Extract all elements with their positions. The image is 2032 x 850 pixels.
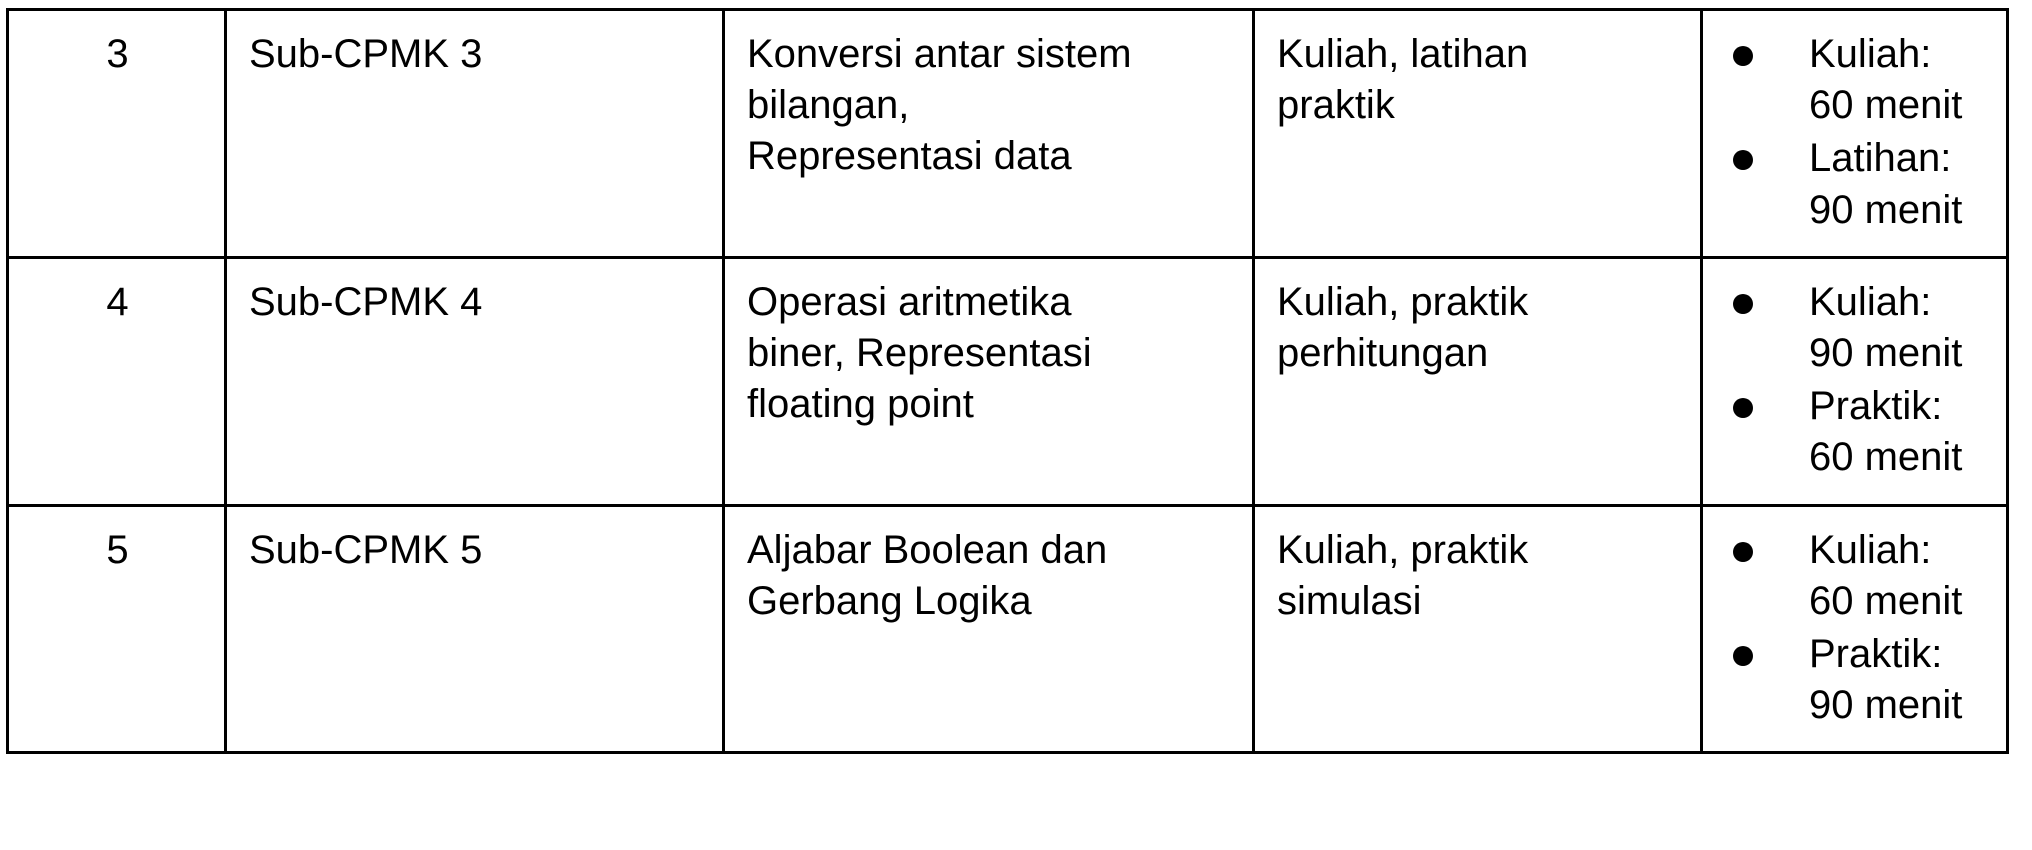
method-cell bbox=[1254, 10, 1702, 258]
list-item bbox=[1725, 277, 1986, 379]
material-line: Representasi data bbox=[747, 134, 1072, 179]
bullet-icon bbox=[1733, 277, 1757, 301]
document-page bbox=[0, 8, 2032, 850]
bullet-icon bbox=[1733, 525, 1757, 549]
subcpmk-code: Sub-CPMK 3 bbox=[249, 32, 483, 76]
list-item bbox=[1725, 133, 1986, 235]
time-list bbox=[1725, 525, 1986, 732]
course-plan-table bbox=[6, 8, 2009, 754]
method-line: Kuliah, praktik bbox=[1277, 527, 1529, 572]
list-item bbox=[1725, 381, 1986, 483]
material-line: Gerbang Logika bbox=[747, 578, 1032, 623]
row-number-cell bbox=[8, 257, 226, 505]
table-row bbox=[8, 257, 2008, 505]
time-label: Kuliah: bbox=[1809, 527, 1932, 572]
bullet-icon bbox=[1733, 629, 1757, 653]
time-estimate-cell bbox=[1702, 10, 2008, 258]
material-cell bbox=[724, 10, 1254, 258]
table-row bbox=[8, 10, 2008, 258]
method-line: Kuliah, latihan bbox=[1277, 32, 1529, 76]
material-cell bbox=[724, 505, 1254, 753]
time-list bbox=[1725, 277, 1986, 484]
time-value: 90 menit bbox=[1809, 187, 1963, 232]
material-line: Konversi antar sistem bbox=[747, 32, 1132, 76]
bullet-icon bbox=[1733, 29, 1757, 53]
time-estimate-cell bbox=[1702, 505, 2008, 753]
list-item bbox=[1725, 525, 1986, 627]
method-line: Kuliah, praktik bbox=[1277, 279, 1529, 324]
row-number: 5 bbox=[106, 527, 129, 572]
time-value: 60 menit bbox=[1809, 578, 1963, 623]
material-line: biner, Representasi bbox=[747, 330, 1092, 375]
row-number: 4 bbox=[106, 279, 129, 324]
material-cell bbox=[724, 257, 1254, 505]
time-list bbox=[1725, 29, 1986, 236]
subcpmk-code: Sub-CPMK 4 bbox=[249, 279, 483, 324]
list-item bbox=[1725, 629, 1986, 731]
material-line: Operasi aritmetika bbox=[747, 279, 1072, 324]
time-value: 90 menit bbox=[1809, 330, 1963, 375]
time-label: Praktik: bbox=[1809, 384, 1943, 429]
bullet-icon bbox=[1733, 133, 1757, 157]
row-number: 3 bbox=[106, 32, 129, 76]
subcpmk-code-cell bbox=[226, 505, 724, 753]
material-line: bilangan, bbox=[747, 83, 910, 128]
time-value: 60 menit bbox=[1809, 83, 1963, 128]
subcpmk-code: Sub-CPMK 5 bbox=[249, 527, 483, 572]
method-line: perhitungan bbox=[1277, 330, 1489, 375]
material-line: Aljabar Boolean dan bbox=[747, 527, 1108, 572]
time-label: Kuliah: bbox=[1809, 32, 1932, 76]
time-estimate-cell bbox=[1702, 257, 2008, 505]
subcpmk-code-cell bbox=[226, 257, 724, 505]
time-value: 60 menit bbox=[1809, 435, 1963, 480]
row-number-cell bbox=[8, 505, 226, 753]
method-line: praktik bbox=[1277, 83, 1395, 128]
time-label: Praktik: bbox=[1809, 631, 1943, 676]
method-cell bbox=[1254, 505, 1702, 753]
time-label: Latihan: bbox=[1809, 136, 1952, 181]
list-item bbox=[1725, 29, 1986, 131]
method-line: simulasi bbox=[1277, 578, 1422, 623]
method-cell bbox=[1254, 257, 1702, 505]
time-label: Kuliah: bbox=[1809, 279, 1932, 324]
row-number-cell bbox=[8, 10, 226, 258]
subcpmk-code-cell bbox=[226, 10, 724, 258]
bullet-icon bbox=[1733, 381, 1757, 405]
time-value: 90 menit bbox=[1809, 683, 1963, 728]
table-row bbox=[8, 505, 2008, 753]
material-line: floating point bbox=[747, 382, 974, 427]
